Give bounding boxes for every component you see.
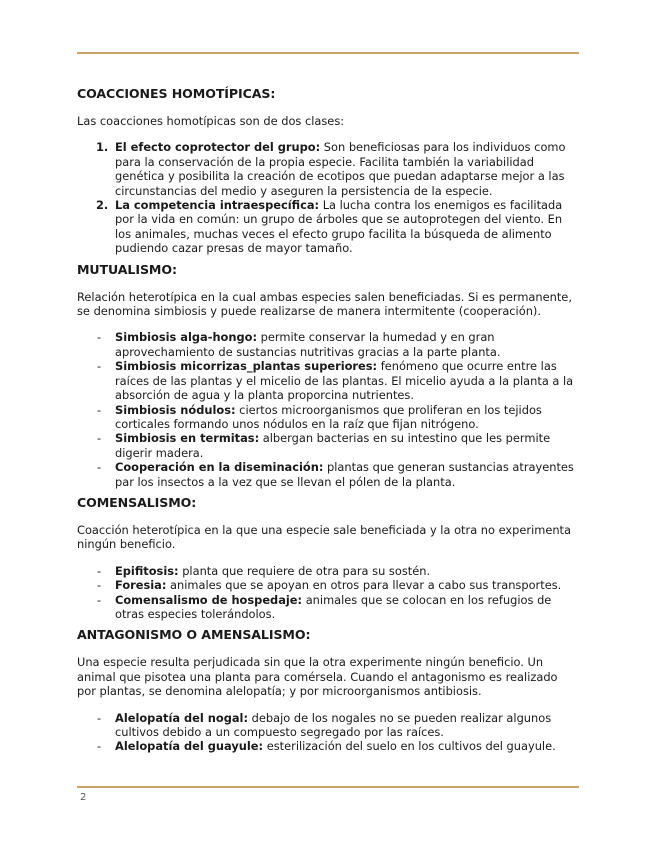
section-intro: Una especie resulta perjudicada sin que la otra experimente ningún beneficio. Un animal que pisotea una planta para comérsela. Cuando el antagonismo es realizado por plantas, se denomina alelopatía; y por microorganismos antibiosis. — [77, 655, 558, 699]
item-text: planta que requiere de otra para su sostén. — [178, 563, 431, 578]
section-intro: Coacción heterotípica en la que una especie sale beneficiada y la otra no experimenta ningún beneficio. — [77, 522, 572, 552]
item-text: animales que se apoyan en otros para llevar a cabo sus transportes. — [166, 578, 562, 593]
item-term: Simbiosis alga-hongo: — [115, 330, 258, 345]
item-text: ciertos microorganismos que proliferan en los tejidos corticales formando unos nódulos en la raíz que fijan nitrógeno. — [115, 402, 542, 431]
section-intro: Las coacciones homotípicas son de dos clases: — [77, 114, 345, 128]
list-item — [77, 564, 579, 578]
list-item — [77, 593, 579, 622]
bullet-list — [77, 330, 579, 488]
item-term: Comensalismo de hospedaje: — [115, 592, 303, 607]
list-item — [77, 711, 579, 740]
section-antagonismo — [77, 627, 579, 753]
item-text: debajo de los nogales no se pueden realizar algunos cultivos debido a un compuesto segregado por las raíces. — [115, 710, 552, 739]
item-text: esterilización del suelo en los cultivos del guayule. — [263, 739, 556, 754]
item-text: fenómeno que ocurre entre las raíces de las plantas y el micelio de las plantas. El micelio ayuda a la planta a la absorción de agua y la planta proporcina nutrientes. — [115, 359, 574, 403]
section-heading: COMENSALISMO: — [77, 494, 197, 510]
bullet-dash: - — [97, 592, 102, 607]
item-text: albergan bacterias en su intestino que les permite digerir madera. — [115, 431, 551, 460]
item-term: La competencia intraespecífica: — [115, 198, 320, 213]
item-text: La lucha contra los enemigos es facilitada por la vida en común: un grupo de árboles que se autoprotegen del viento. En los animales, muchas veces el efecto grupo facilita la búsqueda de alimento pudiendo cazar presas de mayor tamaño. — [115, 198, 563, 256]
section-coacciones-homotipicas — [77, 86, 579, 256]
footer-rule — [77, 786, 579, 788]
bullet-list — [77, 564, 579, 622]
item-text: animales que se colocan en los refugios de otras especies tolerándolos. — [115, 592, 552, 621]
bullet-dash: - — [97, 330, 102, 345]
section-intro: Relación heterotípica en la cual ambas especies salen beneficiadas. Si es permanente, se denomina simbiosis y puede realizarse de manera intermitente (cooperación). — [77, 289, 572, 319]
section-comensalismo — [77, 495, 579, 621]
item-term: Alelopatía del guayule: — [115, 739, 264, 754]
bullet-dash: - — [97, 739, 102, 754]
section-heading: COACCIONES HOMOTÍPICAS: — [77, 86, 276, 101]
list-number: 2. — [96, 198, 109, 213]
bullet-list — [77, 711, 579, 754]
section-mutualismo — [77, 262, 579, 489]
list-item — [77, 330, 579, 359]
bullet-dash: - — [97, 460, 102, 475]
item-term: Alelopatía del nogal: — [115, 710, 249, 725]
list-item — [77, 403, 579, 432]
bullet-dash: - — [97, 710, 102, 725]
item-term: Epifitosis: — [115, 563, 179, 578]
bullet-dash: - — [97, 431, 102, 446]
bullet-dash: - — [97, 563, 102, 578]
item-term: Simbiosis en termitas: — [115, 431, 260, 446]
item-term: El efecto coprotector del grupo: — [115, 140, 321, 155]
item-term: Cooperación en la diseminación: — [115, 460, 324, 475]
header-rule — [77, 52, 579, 54]
list-item — [77, 460, 579, 489]
list-item — [77, 431, 579, 460]
page-number: 2 — [80, 792, 87, 803]
bullet-dash: - — [97, 359, 102, 374]
ordered-list — [77, 140, 579, 255]
list-item — [77, 359, 579, 402]
list-item — [77, 739, 579, 753]
bullet-dash: - — [97, 578, 102, 593]
list-number: 1. — [96, 140, 109, 155]
list-item — [77, 198, 579, 256]
document-body — [77, 86, 579, 760]
list-item — [77, 140, 579, 198]
section-heading: ANTAGONISMO O AMENSALISMO: — [77, 627, 311, 643]
item-term: Foresia: — [115, 578, 167, 593]
item-term: Simbiosis nódulos: — [115, 402, 236, 417]
bullet-dash: - — [97, 402, 102, 417]
item-text: plantas que generan sustancias atrayentes par los insectos a la vez que se llevan el pólen de la planta. — [115, 460, 574, 489]
item-text: Son beneficiosas para los individuos como para la conservación de la propia especie. Facilita también la variabilidad genética y posibilita la creación de ecotipos que puedan adaptarse mejor a las circunstancias del medio y aseguren la persistencia de la especie. — [115, 140, 566, 198]
section-heading: MUTUALISMO: — [77, 261, 177, 277]
item-text: permite conservar la humedad y en gran aprovechamiento de sustancias nutritivas gracias a la parte planta. — [115, 330, 501, 359]
item-term: Simbiosis micorrizas_plantas superiores: — [115, 359, 378, 374]
list-item — [77, 578, 579, 592]
